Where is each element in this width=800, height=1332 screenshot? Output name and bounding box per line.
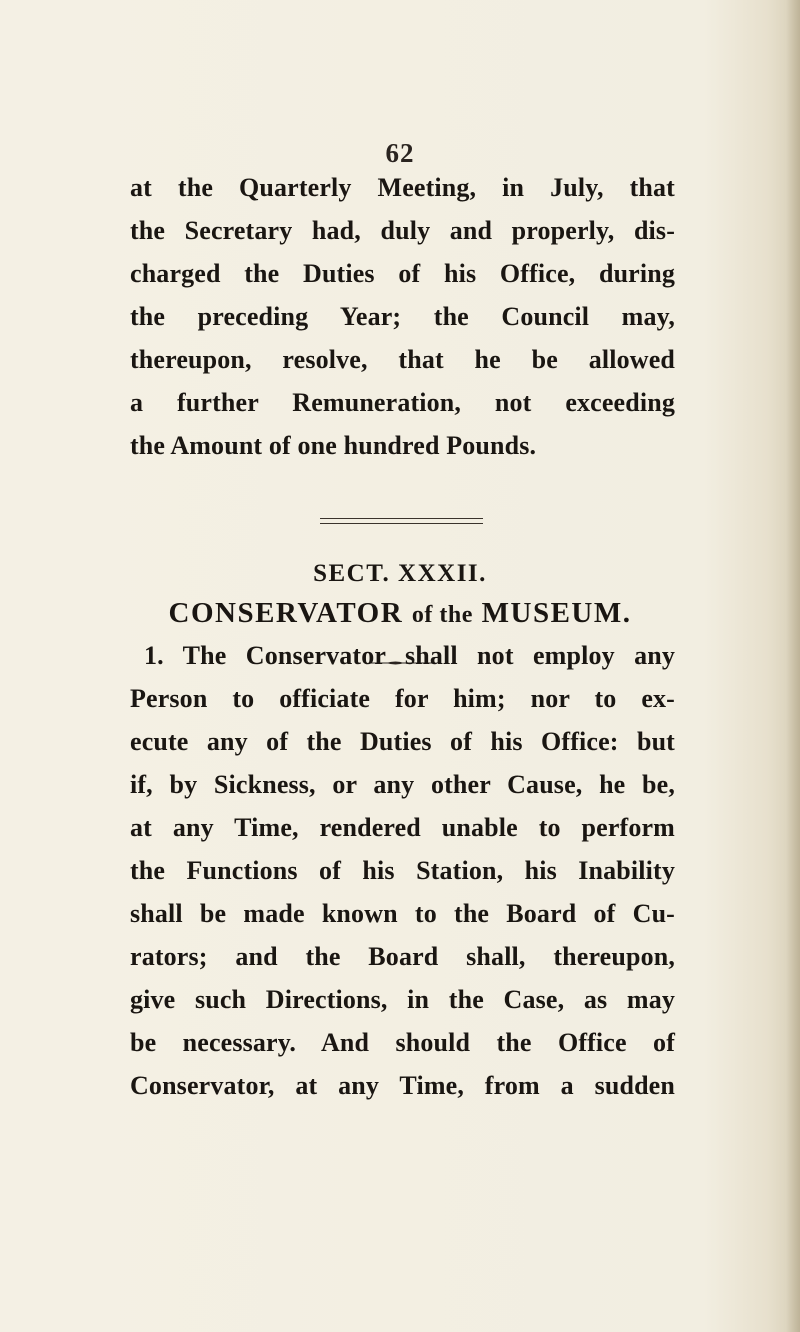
section-title-connector: of the [411,602,473,628]
text-line: at the Quarterly Meeting, in July, that [130,173,675,202]
page-number: 62 [385,138,415,168]
text-line: thereupon, resolve, that he be allowed [130,345,675,374]
text-line: shall be made known to the Board of Cu- [130,899,675,928]
text-line: be necessary. And should the Office of [130,1028,675,1057]
text-line: at any Time, rendered unable to perform [130,813,675,842]
page-edge-shadow [786,0,800,1332]
paragraph-1 [130,166,675,467]
double-rule-divider [320,518,483,524]
text-line: the Secretary had, duly and properly, dis- [130,216,675,245]
text-line: ecute any of the Duties of his Office: but [130,727,675,756]
paragraph-2 [130,634,675,1107]
text-line: the Functions of his Station, his Inability [130,856,675,885]
text-line: the preceding Year; the Council may, [130,302,675,331]
text-line: Person to officiate for him; nor to ex- [130,684,675,713]
text-line: give such Directions, in the Case, as may [130,985,675,1014]
text-line: if, by Sickness, or any other Cause, he be, [130,770,675,799]
text-line: the Amount of one hundred Pounds. [130,431,537,460]
section-title-main: CONSERVATOR [168,597,404,629]
section-title-subject: MUSEUM. [481,597,632,629]
text-line: a further Remuneration, not exceeding [130,388,675,417]
section-title [0,597,800,630]
text-line: Conservator, at any Time, from a sudden [130,1071,675,1100]
section-number: SECT. XXXII. [313,560,487,587]
text-line: rators; and the Board shall, thereupon, [130,942,675,971]
text-line: charged the Duties of his Office, during [130,259,675,288]
text-line: 1. The Conservator shall not employ any [144,641,675,670]
